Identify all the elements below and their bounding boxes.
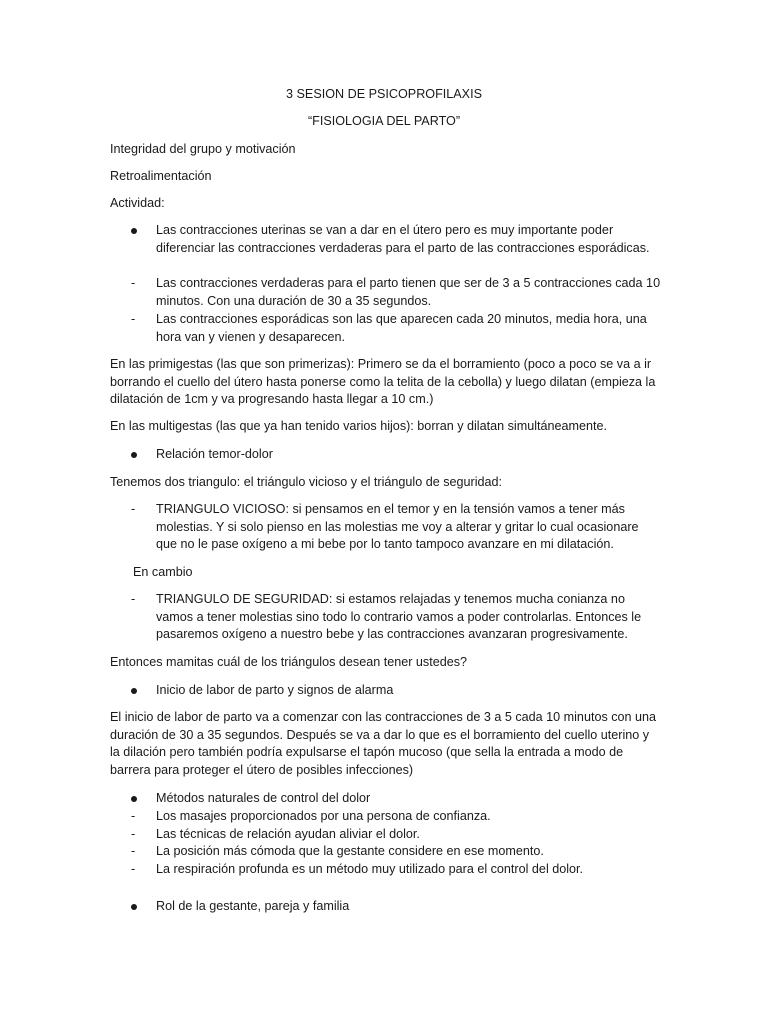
list-item-text: La posición más cómoda que la gestante considere en ese momento. [156,844,544,858]
bullet-icon [131,682,143,700]
list-item-text: Inicio de labor de parto y signos de alarma [156,683,394,697]
bullet-icon [131,898,143,916]
list-item-text: Los masajes proporcionados por una persona de confianza. [156,809,491,823]
list-item-text: Rol de la gestante, pareja y familia [156,899,350,913]
paragraph-mamitas: Entonces mamitas cuál de los triángulos desean tener ustedes? [110,655,468,669]
list-item-text: Las contracciones verdaderas para el parto tienen que ser de 3 a 5 contracciones cada 10 minutos. Con una duración de 30 a 35 segundos. [156,276,661,308]
title-session: 3 SESION DE PSICOPROFILAXIS [286,87,482,101]
list-item-text: Relación temor-dolor [156,447,273,461]
bullet-icon [131,446,143,464]
paragraph-inicio-labor: El inicio de labor de parto va a comenzar con las contracciones de 3 a 5 cada 10 minutos con una duración de 30 a 35 segundos. Después se va a dar lo que es el borramiento del cuello uterino y la dilación pero también podría expulsarse el tapón mucoso (que sella la entrada a modo de barrera para proteger el útero de posibles infecciones) [110,710,657,777]
list-item-text: Las contracciones uterinas se van a dar en el útero pero es muy importante poder diferenciar las contracciones verdaderas para el parto de las contracciones esporádicas. [156,223,650,255]
list-item-text: Las contracciones esporádicas son las que aparecen cada 20 minutos, media hora, una hora van y vienen y desaparecen. [156,312,647,344]
paragraph-multigestas: En las multigestas (las que ya han tenido varios hijos): borran y dilatan simultáneamente. [110,419,608,433]
paragraph-integridad: Integridad del grupo y motivación [110,142,296,156]
dash-marker: - [131,276,136,290]
list-item-text: La respiración profunda es un método muy utilizado para el control del dolor. [156,862,584,876]
title-topic: “FISIOLOGIA DEL PARTO” [307,114,461,128]
paragraph-actividad: Actividad: [110,196,165,210]
paragraph-primigestas: En las primigestas (las que son primerizas): Primero se da el borramiento (poco a poco se va a ir borrando el cuello del útero hasta ponerse como la telita de la cebolla) y luego dilatan (empieza la dilatación de 1cm y va progresando hasta llegar a 10 cm.) [110,357,656,406]
dash-marker: - [131,827,136,841]
list-item-text: TRIANGULO VICIOSO: si pensamos en el temor y en la tensión vamos a tener más molestias. Y si solo pienso en las molestias me voy a alterar y gritar lo cual ocasionare que no le pase oxígeno a mi bebe por lo tanto tampoco avanzare en mi dilatación. [156,502,639,551]
dash-marker: - [131,312,136,326]
paragraph-en-cambio: En cambio [133,565,193,579]
dash-marker: - [131,862,136,876]
dash-marker: - [131,502,136,516]
dash-marker: - [131,809,136,823]
list-item-text: TRIANGULO DE SEGURIDAD: si estamos relajadas y tenemos mucha conianza no vamos a tener molestias sino todo lo contrario vamos a poder controlarlas. Entonces le pasaremos oxígeno a nuestro bebe y las contracciones avanzaran progresivamente. [156,592,642,641]
bullet-icon [131,790,143,808]
paragraph-retroalimentacion: Retroalimentación [110,169,212,183]
bullet-icon [131,222,143,240]
dash-marker: - [131,844,136,858]
list-item-text: Las técnicas de relación ayudan aliviar el dolor. [156,827,420,841]
list-item-text: Métodos naturales de control del dolor [156,791,371,805]
paragraph-triangulos: Tenemos dos triangulo: el triángulo vicioso y el triángulo de seguridad: [110,475,503,489]
dash-marker: - [131,592,136,606]
